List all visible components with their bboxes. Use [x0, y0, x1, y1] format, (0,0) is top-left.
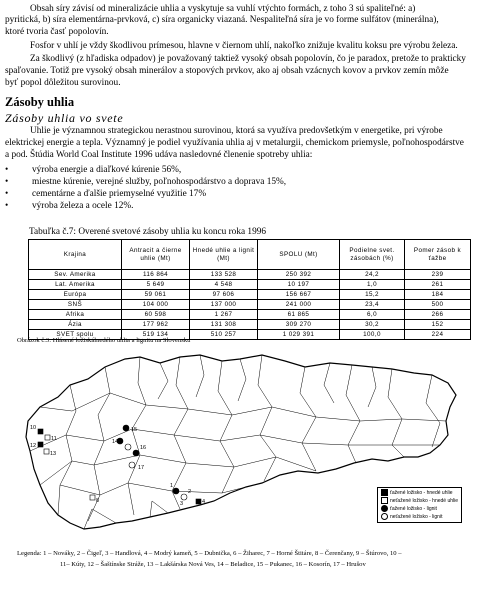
list-item: • výroba železa a ocele 12%. [5, 201, 134, 211]
coal-reserves-table [28, 239, 471, 340]
list-item: • miestne kúrenie, verejné služby, poľnohospodárstvo a doprava 15%, [5, 177, 287, 187]
column-header: SPOLU (Mt) [258, 240, 340, 270]
table-row: Sev. Amerika 116 864 133 528 250 392 24,2 239 [29, 270, 471, 280]
empty-square-icon [381, 497, 388, 504]
subsection-heading: Zásoby uhlia vo svete [5, 111, 124, 125]
deposit-label: 16 [140, 445, 147, 451]
paragraph-line: Za škodlivý (z hľadiska odpadov) je považovaný taktiež vysoký obsah popolovín, čo je paradox, pretože to prakticky [30, 54, 466, 64]
legend-row: ťažené ložisko - hnedé uhlie [381, 489, 458, 497]
table-row: SVET spolu 519 134 510 257 1 029 391 100,0 224 [29, 330, 471, 340]
deposit-marker [38, 429, 43, 434]
figure-legend-line: 11– Kúty, 12 – Šaštínske Stráže, 13 – Lakšárska Nová Ves, 14 – Beladice, 15 – Pukanec, 16 – Kosorín, 17 – Hrušov [60, 561, 366, 568]
deposit-label: 10 [30, 425, 37, 431]
paragraph-line: Uhlie je významnou strategickou nerastnou surovinou, ktorá sa využíva predovšetkým v energetike, pri výrobe [30, 126, 443, 136]
empty-circle-icon [381, 513, 388, 520]
table-row: Európa 59 061 97 606 156 667 15,2 184 [29, 290, 471, 300]
paragraph-line: Fosfor v uhlí je vždy škodlivou prímesou, hlavne v čiernom uhlí, nakoľko znižuje kvalitu koksu pre výrobu železa. [30, 41, 458, 51]
deposit-label: 1 [170, 483, 174, 489]
deposit-label: 12 [30, 443, 37, 449]
map-legend [377, 487, 462, 523]
deposit-marker [133, 450, 139, 456]
deposit-label: 14 [112, 439, 119, 445]
deposit-label: 4 [202, 499, 206, 505]
list-item: • výroba energie a diaľkové kúrenie 56%, [5, 165, 182, 175]
figure-legend-line: Legenda: 1 – Nováky, 2 – Čigeľ, 3 – Handlová, 4 – Modrý kameň, 5 – Dubnička, 6 – Žiharec, 7 – Horné Štitáre, 8 – Čerenčany, 9 – Štúrovo, 10 – [17, 550, 402, 557]
deposit-marker [45, 435, 50, 440]
slovakia-deposit-map [0, 345, 501, 575]
deposit-label: 2 [188, 489, 192, 495]
list-item: • cementárne a ďalšie priemyselné využitie 17% [5, 189, 207, 199]
deposit-label: 8 [96, 498, 100, 504]
table-row: Afrika 60 598 1 267 61 865 6,0 266 [29, 310, 471, 320]
deposit-marker [173, 488, 179, 494]
column-header: Krajina [29, 240, 122, 270]
column-header: Pomer zásob k ťažbe [405, 240, 471, 270]
column-header: Hnedé uhlie a lignit (Mt) [190, 240, 258, 270]
column-header: Podielne svet. zásobách (%) [340, 240, 405, 270]
paragraph-line: elektrickej energie a tepla. Významný je podiel využívania uhlia aj v metalurgii, chemickom priemysle, poľnohospodárstve [5, 138, 464, 148]
table-caption: Tabuľka č.7: Overené svetové zásoby uhlia ku koncu roka 1996 [29, 227, 267, 237]
deposit-marker [123, 425, 129, 431]
paragraph-line: Obsah síry závisí od mineralizácie uhlia a vyskytuje sa vuhlí vtýchto formách, z toho 3 sú spaliteľné: a) [30, 4, 416, 14]
filled-circle-icon [381, 505, 388, 512]
deposit-marker [90, 495, 95, 500]
figure-caption: Obrázok č.3: Hlásené ložiskálnedého uhlia a lignitu na Slovensku [17, 337, 191, 344]
deposit-marker [181, 494, 187, 500]
table-row: Ázia 177 962 131 308 309 270 30,2 152 [29, 320, 471, 330]
paragraph-line: ktoré tvoria časť popolovín. [5, 27, 109, 37]
deposit-label: 17 [138, 465, 145, 471]
deposit-label: 11 [51, 436, 57, 442]
deposit-marker [196, 499, 201, 504]
paragraph-line: spaľovanie. Totiž pre vysoký obsah minerálov a stopových prvkov, ako aj obsah vzácnych kovov a prvkov zemín môže [5, 66, 449, 76]
section-heading: Zásoby uhlia [5, 95, 75, 109]
deposit-marker [129, 462, 135, 468]
table-row: Lat. Amerika 5 649 4 548 10 197 1,0 261 [29, 280, 471, 290]
deposit-marker [38, 442, 43, 447]
legend-row: ťažené ložisko - lignit [381, 505, 458, 513]
filled-square-icon [381, 489, 388, 496]
legend-row: neťažené ložisko - hnedé uhlie [381, 497, 458, 505]
bullet-list [5, 164, 286, 212]
deposit-marker [125, 444, 131, 450]
deposit-label: 3 [180, 501, 184, 507]
column-header: Antracit a čierne uhlie (Mt) [122, 240, 190, 270]
paragraph-line: byť popol dôležitou surovinou. [5, 78, 121, 88]
legend-row: neťažené ložisko - lignit [381, 513, 458, 521]
deposit-label: 13 [50, 451, 57, 457]
paragraph-line: a pod. Štúdia World Coal Institute 1996 udáva nasledovné členenie spotreby uhlia: [5, 150, 313, 160]
table-header-row [29, 240, 471, 270]
deposit-marker [44, 449, 49, 454]
table-row: SNŠ 104 000 137 000 241 000 23,4 500 [29, 300, 471, 310]
paragraph-line: pyritická, b) síra elementárna-prvková, c) síra organicky viazaná. Nespaliteľná síra je vo forme sulfátov (minerálna), [5, 15, 439, 25]
deposit-label: 15 [131, 427, 138, 433]
